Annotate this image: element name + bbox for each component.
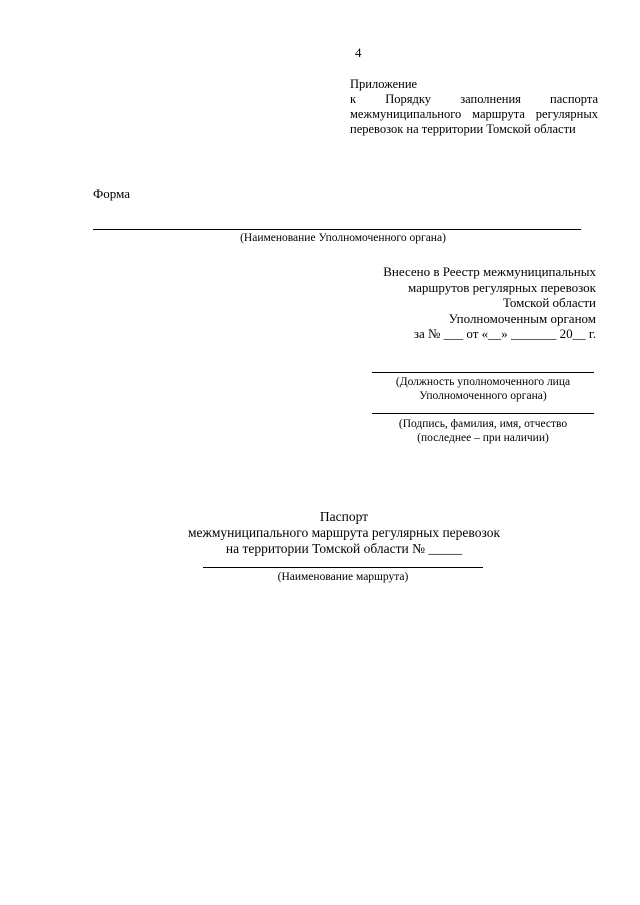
page-number: 4 (355, 45, 362, 60)
form-label: Форма (93, 186, 130, 201)
route-name-line (203, 567, 483, 568)
appendix-line-2 (350, 92, 598, 107)
appendix-block (350, 77, 598, 137)
passport-heading (100, 509, 588, 557)
registry-line-2: маршрутов регулярных перевозок (407, 279, 596, 295)
passport-title: Паспорт (319, 509, 369, 524)
position-line (372, 372, 594, 373)
authority-caption: (Наименование Уполномоченного органа) (240, 232, 446, 244)
position-caption-line-1: (Должность уполномоченного лица (395, 376, 571, 388)
registry-line-3: Томской области (502, 295, 596, 310)
position-caption (360, 375, 606, 403)
passport-line-2: межмуниципального маршрута регулярных перевозок (187, 525, 501, 540)
registry-line-1: Внесено в Реестр межмуниципальных (383, 264, 596, 279)
signature-line (372, 413, 594, 414)
authority-name-line (93, 229, 581, 230)
appendix-line-4: перевозок на территории Томской области (350, 122, 576, 136)
appendix-line-3: межмуниципального маршрута регулярных (350, 107, 598, 121)
registry-line-4: Уполномоченным органом (448, 310, 596, 326)
appendix-word-2: Порядку (385, 92, 432, 106)
passport-line-3: на территории Томской области № _____ (225, 541, 463, 556)
registry-line-5: за № ___ от «__» _______ 20__ г. (413, 326, 596, 341)
route-caption: (Наименование маршрута) (277, 571, 409, 583)
appendix-word-4: паспорта (550, 92, 599, 106)
signature-caption-line-2: (последнее – при наличии) (417, 432, 549, 444)
appendix-line-1: Приложение (350, 77, 418, 91)
registry-block (300, 264, 596, 342)
signature-caption-line-1: (Подпись, фамилия, имя, отчество (398, 418, 568, 430)
position-caption-line-2: Уполномоченного органа) (419, 390, 547, 402)
signature-caption (360, 417, 606, 445)
appendix-word-1: к (350, 92, 357, 106)
appendix-word-3: заполнения (460, 92, 521, 106)
